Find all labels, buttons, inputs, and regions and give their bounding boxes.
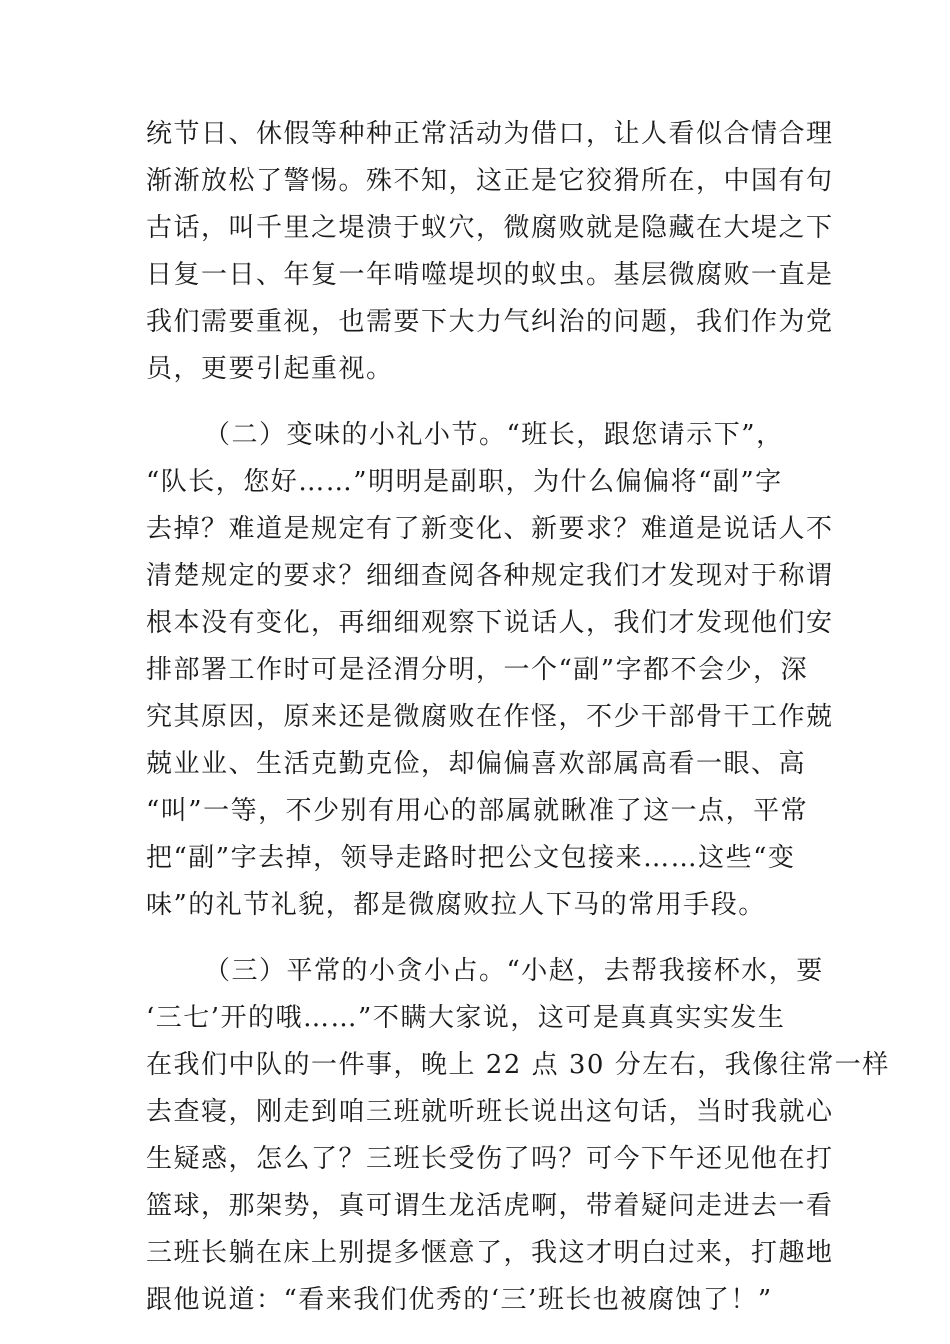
- body-text: [146, 111, 890, 1324]
- text-line: 日复一日、年复一年啃噬堤坝的蚁虫。基层微腐败一直是: [146, 260, 834, 290]
- text-line: 生疑惑，怎么了？三班长受伤了吗？可今下午还见他在打: [146, 1144, 834, 1174]
- text-line: 去查寝，刚走到咱三班就听班长说出这句话，当时我就心: [146, 1097, 834, 1127]
- text-line: 渐渐放松了警惕。殊不知，这正是它狡猾所在，中国有句: [146, 166, 834, 196]
- text-line: 究其原因，原来还是微腐败在作怪，不少干部骨干工作兢: [146, 702, 834, 732]
- text-line: 统节日、休假等种种正常活动为借口，让人看似合情合理: [146, 119, 834, 149]
- text-line: 员，更要引起重视。: [146, 354, 394, 384]
- text-line: 在我们中队的一件事，晚上 22 点 30 分左右，我像往常一样: [146, 1050, 890, 1080]
- text-line: “队长，您好……”明明是副职，为什么偏偏将“副”字: [146, 467, 783, 497]
- text-line: 跟他说道：“看来我们优秀的‘三’班长也被腐蚀了！”: [146, 1285, 773, 1315]
- paragraph-3: [146, 948, 890, 1324]
- paragraph-1: [146, 111, 834, 393]
- text-line: 去掉？难道是规定有了新变化、新要求？难道是说话人不: [146, 514, 834, 544]
- text-line: “叫”一等，不少别有用心的部属就瞅准了这一点，平常: [146, 796, 809, 826]
- text-line: 古话，叫千里之堤溃于蚁穴，微腐败就是隐藏在大堤之下: [146, 213, 834, 243]
- text-line: 根本没有变化，再细细观察下说话人，我们才发现他们安: [146, 608, 834, 638]
- text-line: （二）变味的小礼小节。“班长，跟您请示下”，: [204, 420, 784, 450]
- text-line: 篮球，那架势，真可谓生龙活虎啊，带着疑问走进去一看: [146, 1191, 834, 1221]
- text-line: （三）平常的小贪小占。“小赵，去帮我接杯水，要: [204, 956, 824, 986]
- text-line: 我们需要重视，也需要下大力气纠治的问题，我们作为党: [146, 307, 834, 337]
- text-line: 把“副”字去掉，领导走路时把公文包接来……这些“变: [146, 843, 796, 873]
- paragraph-2: [146, 412, 834, 929]
- text-line: 清楚规定的要求？细细查阅各种规定我们才发现对于称谓: [146, 561, 834, 591]
- text-line: 味”的礼节礼貌，都是微腐败拉人下马的常用手段。: [146, 890, 766, 920]
- text-line: ‘三七’开的哦……”不瞒大家说，这可是真真实实发生: [146, 1003, 786, 1033]
- text-line: 三班长躺在床上别提多惬意了，我这才明白过来，打趣地: [146, 1238, 834, 1268]
- text-line: 兢业业、生活克勤克俭，却偏偏喜欢部属高看一眼、高: [146, 749, 807, 779]
- text-line: 排部署工作时可是泾渭分明，一个“副”字都不会少，深: [146, 655, 809, 685]
